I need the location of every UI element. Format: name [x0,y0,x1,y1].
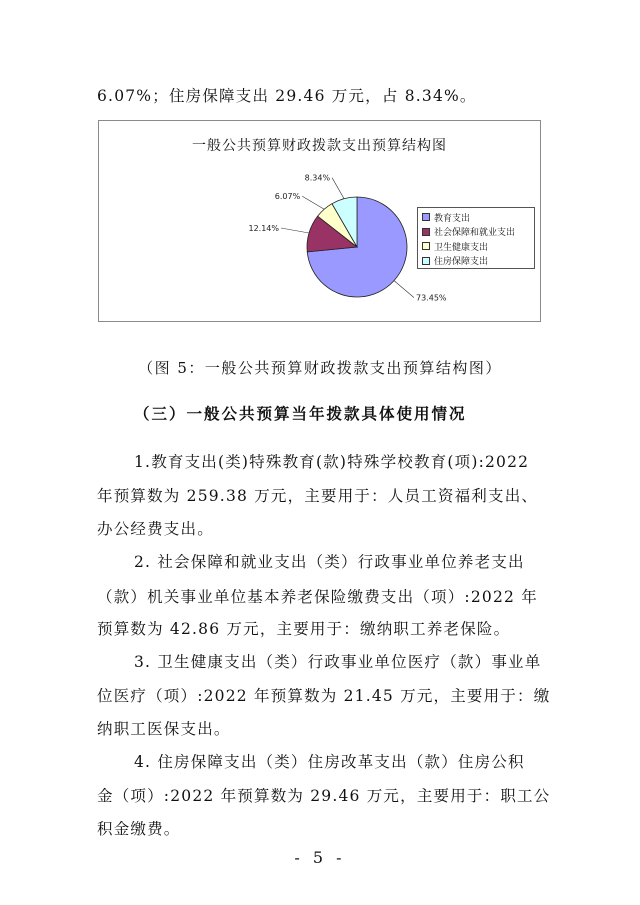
legend-swatch [422,228,430,236]
paragraph-3-line-1: 3. 卫生健康支出（类）行政事业单位医疗（款）事业单 [134,653,542,671]
slice-data-label: 73.45% [416,293,447,303]
legend-label: 社会保障和就业支出 [434,228,516,239]
paragraph-2-line-3: 预算数为 42.86 万元，主要用于：缴纳职工养老保险。 [97,620,511,638]
legend-item [422,239,534,254]
figure-caption: （图 5：一般公共预算财政拨款支出预算结构图） [138,359,502,377]
slice-data-label: 6.07% [274,192,301,202]
legend-label: 教育支出 [434,213,471,224]
paragraph-1-line-1: 1.教育支出(类)特殊教育(款)特殊学校教育(项):2022 [134,453,530,471]
paragraph-4-line-3: 积金缴费。 [97,820,181,838]
legend-item [422,225,534,240]
chart-title: 一般公共预算财政拨款支出预算结构图 [192,138,447,154]
legend-item [422,210,534,225]
paragraph-2-line-2: （款）机关事业单位基本养老保险缴费支出（项）:2022 年 [97,588,538,606]
slice-leader-line [302,196,324,209]
legend-swatch [422,242,430,250]
paragraph-4-line-2: 金（项）:2022 年预算数为 29.46 万元，主要用于：职工公 [97,787,551,805]
slice-leader-line [394,281,414,298]
legend-swatch [422,257,430,265]
legend-item [422,254,534,269]
slice-leader-line [332,178,344,199]
paragraph-1-line-2: 年预算数为 259.38 万元，主要用于：人员工资福利支出、 [97,487,539,505]
slice-data-label: 12.14% [248,223,280,233]
paragraph-4-line-1: 4. 住房保障支出（类）住房改革支出（款）住房公积 [134,753,525,771]
legend-swatch [422,213,430,221]
paragraph-1-line-3: 办公经费支出。 [97,520,214,538]
legend-label: 住房保障支出 [434,257,489,268]
paragraph-3-line-3: 纳职工医保支出。 [97,720,231,738]
chart-legend [417,207,535,269]
slice-leader-line [281,228,309,233]
slice-data-label: 8.34% [304,173,331,183]
legend-label: 卫生健康支出 [434,242,489,253]
page-number: - 5 - [294,848,346,867]
paragraph-2-line-1: 2. 社会保障和就业支出（类）行政事业单位养老支出 [134,553,525,571]
section-heading: （三）一般公共预算当年拨款具体使用情况 [134,405,467,423]
top-text-line: 6.07%；住房保障支出 29.46 万元，占 8.34%。 [97,87,477,105]
paragraph-3-line-2: 位医疗（项）:2022 年预算数为 21.45 万元，主要用于：缴 [97,687,551,705]
pie-chart [98,120,541,322]
